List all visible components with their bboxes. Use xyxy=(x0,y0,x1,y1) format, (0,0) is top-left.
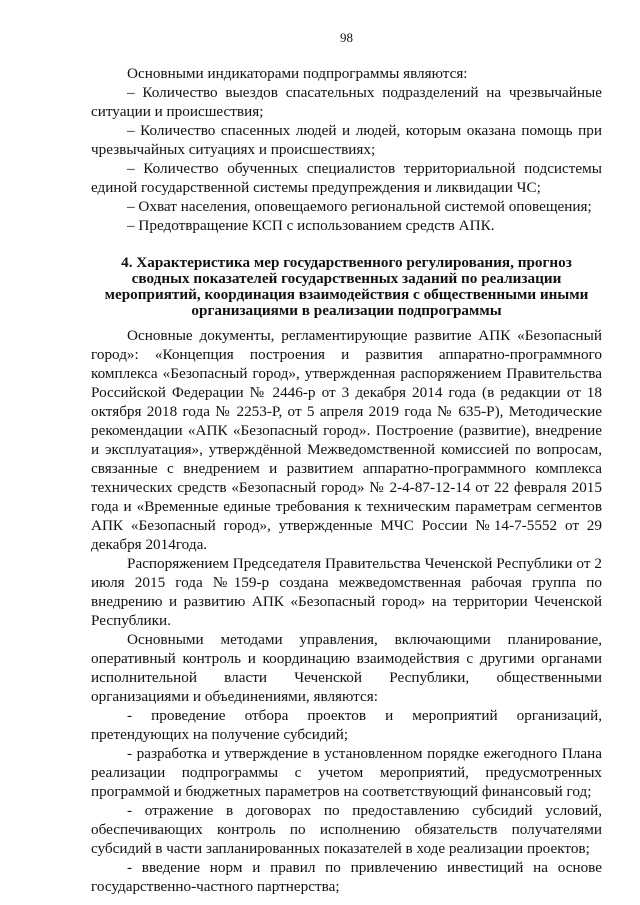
method-item: - отражение в договорах по предоставлению субсидий условий, обеспечивающих контроль по исполнению обязательств получателями субсидий в части запланированных показателей в ходе реализации проектов; xyxy=(91,802,602,857)
indicator-item: – Количество выездов спасательных подразделений на чрезвычайные ситуации и происшествия; xyxy=(91,84,602,120)
method-item: - разработка и утверждение в установленном порядке ежегодного Плана реализации подпрограммы с учетом мероприятий, предусмотренных программой и бюджетных параметров на соответствующий финансовый год; xyxy=(91,745,602,800)
paragraph-working-group: Распоряжением Председателя Правительства Чеченской Республики от 2 июля 2015 года №159-р создана межведомственная рабочая группа по внедрению и развитию АПК «Безопасный город» на территории Чеченской Республики. xyxy=(91,555,602,629)
indicator-item: – Предотвращение КСП с использованием средств АПК. xyxy=(127,217,495,234)
page-number: 98 xyxy=(340,30,353,45)
section-title-line: организациями в реализации подпрограммы xyxy=(191,302,502,319)
section-title-line: сводных показателей государственных заданий по реализации xyxy=(131,270,562,287)
section-title-line: мероприятий, координация взаимодействия с общественными иными xyxy=(104,286,589,303)
section-title-line: 4. Характеристика мер государственного регулирования, прогноз xyxy=(121,254,572,271)
paragraph-methods-intro: Основными методами управления, включающими планирование, оперативный контроль и координацию взаимодействия с другими органами исполнительной власти Чеченской Республики, общественными организациями и объединениями, являются: xyxy=(91,631,602,705)
indicators-intro: Основными индикаторами подпрограммы являются: xyxy=(127,65,468,82)
section-title xyxy=(91,255,602,319)
method-item: - проведение отбора проектов и мероприятий организаций, претендующих на получение субсидий; xyxy=(91,707,602,743)
indicator-item: – Охват населения, оповещаемого региональной системой оповещения; xyxy=(127,198,592,215)
indicator-item: – Количество спасенных людей и людей, которым оказана помощь при чрезвычайных ситуациях и происшествиях; xyxy=(91,122,602,158)
method-item: - введение норм и правил по привлечению инвестиций на основе государственно-частного партнерства; xyxy=(91,859,602,895)
indicator-item: – Количество обученных специалистов территориальной подсистемы единой государственной системы предупреждения и ликвидации ЧС; xyxy=(91,160,602,196)
paragraph-documents: Основные документы, регламентирующие развитие АПК «Безопасный город»: «Концепция построения и развития аппаратно-программного комплекса «Безопасный город», утвержденная распоряжением Правительства Российской Федерации № 2446-р от 3 декабря 2014 года (в редакции от 18 октября 2018 года № 2253-Р, от 5 апреля 2019 года № 635-Р), Методические рекомендации «АПК «Безопасный город». Построение (развитие), внедрение и эксплуатация», утверждённой Межведомственной комиссией по вопросам, связанные с внедрением и развитием аппаратно-программного комплекса технических средств «Безопасный город» № 2-4-87-12-14 от 22 февраля 2015 года и «Временные единые требования к техническим параметрам сегментов АПК «Безопасный город», утвержденные МЧС России №14-7-5552 от 29 декабря 2014года. xyxy=(91,327,602,553)
